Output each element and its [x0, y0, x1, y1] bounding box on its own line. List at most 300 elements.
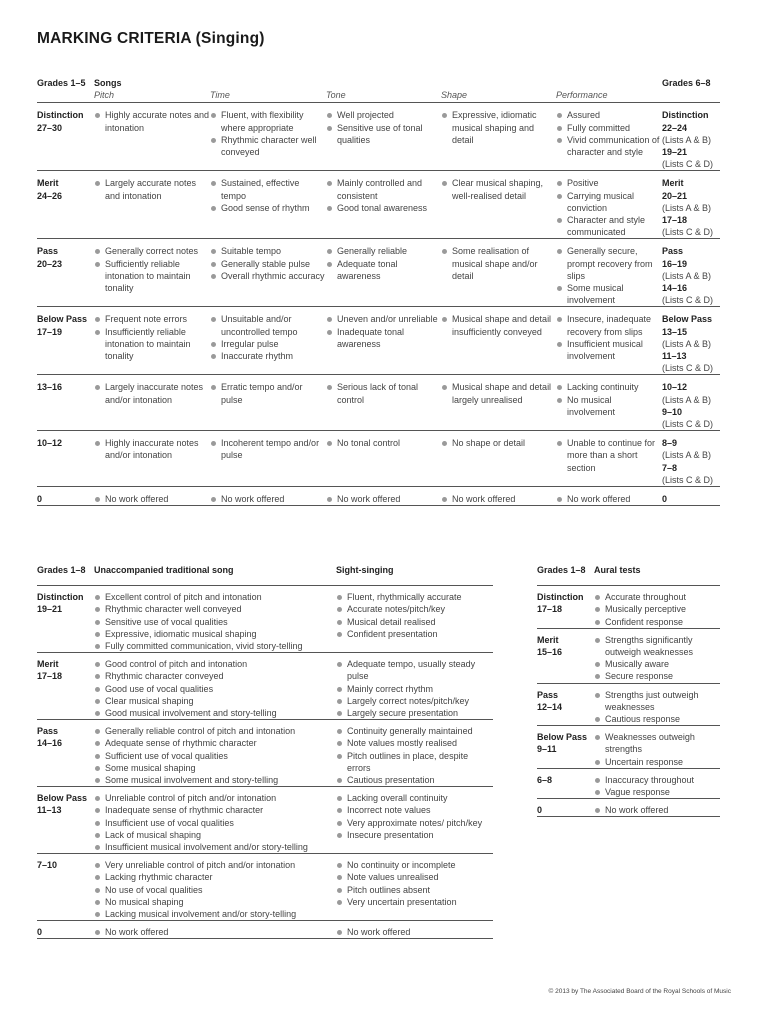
pitch-cell	[94, 103, 210, 171]
criteria-item: Accurate notes/pitch/key	[336, 603, 493, 615]
column-header: Pitch	[94, 90, 115, 101]
table-header-row	[37, 564, 493, 586]
aural-criteria-cell	[594, 726, 720, 769]
criteria-item: Good control of pitch and intonation	[94, 658, 336, 670]
criteria-item: No work offered	[94, 493, 210, 505]
shape-cell	[441, 239, 556, 307]
grade-label: Pass	[537, 689, 559, 700]
grade-label: Distinction	[37, 110, 84, 121]
aural-criteria-cell	[594, 628, 720, 683]
grade-mark-range: 17–18	[537, 604, 563, 615]
criteria-item: Generally reliable	[326, 245, 441, 257]
grade-mark-range: 13–16	[37, 382, 63, 393]
criteria-item: Unable to continue for more than a short section	[556, 437, 662, 474]
criteria-list	[336, 859, 493, 908]
criteria-item: Largely accurate notes and intonation	[94, 177, 210, 201]
sight-singing-cell	[336, 921, 493, 939]
criteria-item: Some realisation of musical shape and/or detail	[441, 245, 556, 282]
criteria-item: Strengths just outweigh weaknesses	[594, 689, 720, 713]
criteria-list	[94, 109, 210, 133]
criteria-list	[210, 109, 326, 158]
criteria-item: Musical detail realised	[336, 616, 493, 628]
criteria-item: Insufficiently reliable intonation to maintain tonality	[94, 326, 210, 363]
grade-mark-range: 15–16	[537, 647, 563, 658]
criteria-item: Largely secure presentation	[336, 707, 493, 719]
criteria-item: Well projected	[326, 109, 441, 121]
grade-6-8-n1: (Lists A & B)	[662, 270, 712, 281]
criteria-item: Inadequate tonal awareness	[326, 326, 441, 350]
criteria-list	[441, 245, 556, 282]
grade-6-8-n1: (Lists A & B)	[662, 202, 712, 213]
grade-label: Pass	[37, 726, 59, 737]
grade-cell	[37, 307, 94, 375]
grade-cell	[537, 799, 594, 817]
table-header-row	[537, 564, 720, 586]
criteria-item: Unsuitable and/or uncontrolled tempo	[210, 313, 326, 337]
criteria-list	[326, 493, 441, 505]
grade-6-8-n1: (Lists A & B)	[662, 134, 712, 145]
songs-criteria-table	[37, 77, 720, 506]
grades-6-8-cell	[662, 307, 720, 375]
empty-cell	[662, 89, 720, 103]
criteria-item: Serious lack of tonal control	[326, 381, 441, 405]
grade-cell	[537, 683, 594, 726]
criteria-list	[441, 177, 556, 201]
grade-6-8-r2: 9–10	[662, 406, 683, 417]
tone-cell	[326, 239, 441, 307]
criteria-list	[441, 381, 556, 405]
column-header: Performance	[556, 90, 608, 101]
criteria-item: Erratic tempo and/or pulse	[210, 381, 326, 405]
criteria-item: Fully committed	[556, 122, 662, 134]
table-row	[37, 921, 493, 939]
grades-6-8-cell	[662, 171, 720, 239]
criteria-item: Fluent, with flexibility where appropriate	[210, 109, 326, 133]
grade-cell	[37, 431, 94, 487]
table-row	[537, 683, 720, 726]
criteria-list	[594, 731, 720, 768]
criteria-list	[441, 437, 556, 449]
criteria-item: Suitable tempo	[210, 245, 326, 257]
criteria-item: Assured	[556, 109, 662, 121]
grade-mark-range: 7–10	[37, 860, 58, 871]
grade-label: Distinction	[537, 592, 584, 603]
criteria-item: Lacking rhythmic character	[94, 871, 336, 883]
criteria-item: No musical shaping	[94, 896, 336, 908]
grade-cell	[537, 628, 594, 683]
grade-6-8-n2: (Lists C & D)	[662, 363, 714, 374]
criteria-item: Musical shape and detail insufficiently conveyed	[441, 313, 556, 337]
criteria-list	[94, 313, 210, 362]
performance-cell	[556, 487, 662, 506]
criteria-list	[594, 634, 720, 683]
criteria-item: Insufficient musical involvement	[556, 338, 662, 362]
criteria-list	[94, 493, 210, 505]
criteria-item: No musical involvement	[556, 394, 662, 418]
criteria-item: Mainly correct rhythm	[336, 683, 493, 695]
criteria-list	[556, 313, 662, 362]
criteria-list	[94, 437, 210, 461]
grade-6-8-n1: (Lists A & B)	[662, 338, 712, 349]
traditional-song-cell	[94, 653, 336, 720]
performance-cell	[556, 171, 662, 239]
criteria-item: Lack of musical shaping	[94, 829, 336, 841]
criteria-item: Insecure, inadequate recovery from slips	[556, 313, 662, 337]
grades-6-8-cell	[662, 375, 720, 431]
criteria-list	[210, 381, 326, 405]
criteria-item: Good tonal awareness	[326, 202, 441, 214]
header-grades-1-8: Grades 1–8	[37, 565, 86, 575]
criteria-item: Note values unrealised	[336, 871, 493, 883]
criteria-item: Insufficient use of vocal qualities	[94, 817, 336, 829]
criteria-item: No work offered	[336, 926, 493, 938]
grade-6-8-r2: 14–16	[662, 283, 688, 294]
criteria-item: Continuity generally maintained	[336, 725, 493, 737]
criteria-list	[441, 109, 556, 146]
performance-cell	[556, 103, 662, 171]
table-row	[37, 375, 720, 431]
criteria-item: Pitch outlines absent	[336, 884, 493, 896]
criteria-item: Unreliable control of pitch and/or intonation	[94, 792, 336, 804]
grades-6-8-cell	[662, 239, 720, 307]
grade-mark-range: 27–30	[37, 122, 63, 133]
criteria-list	[210, 177, 326, 214]
criteria-item: Excellent control of pitch and intonation	[94, 591, 336, 603]
criteria-list	[441, 493, 556, 505]
grade-mark-range: 0	[537, 805, 543, 816]
pitch-cell	[94, 307, 210, 375]
grade-6-8-r2: 11–13	[662, 351, 687, 362]
grade-6-8-r1: 16–19	[662, 258, 688, 269]
criteria-item: Irregular pulse	[210, 338, 326, 350]
column-header: Tone	[326, 90, 346, 101]
criteria-list	[336, 926, 493, 938]
criteria-item: Good musical involvement and story-telling	[94, 707, 336, 719]
traditional-song-cell	[94, 720, 336, 787]
grade-cell	[37, 171, 94, 239]
traditional-sight-singing-table	[37, 564, 493, 939]
time-cell	[210, 487, 326, 506]
grade-cell	[37, 239, 94, 307]
sight-singing-cell	[336, 586, 493, 653]
aural-criteria-cell	[594, 768, 720, 798]
grade-6-8-r2: 17–18	[662, 215, 688, 226]
header-grades-1-5: Grades 1–5	[37, 78, 86, 88]
criteria-item: Expressive, idiomatic musical shaping and detail	[441, 109, 556, 146]
criteria-item: Weaknesses outweigh strengths	[594, 731, 720, 755]
grade-6-8-r1: 10–12	[662, 382, 688, 393]
tone-cell	[326, 375, 441, 431]
time-cell	[210, 103, 326, 171]
tone-cell	[326, 103, 441, 171]
criteria-item: Musically perceptive	[594, 603, 720, 615]
header-songs: Songs	[94, 78, 122, 88]
time-cell	[210, 375, 326, 431]
criteria-item: Good sense of rhythm	[210, 202, 326, 214]
table-row	[537, 768, 720, 798]
criteria-item: Some musical involvement	[556, 282, 662, 306]
criteria-list	[336, 658, 493, 719]
criteria-item: No work offered	[556, 493, 662, 505]
criteria-item: Uncertain response	[594, 756, 720, 768]
table-row	[37, 431, 720, 487]
grade-cell	[37, 103, 94, 171]
criteria-list	[94, 725, 336, 786]
table-row	[37, 720, 493, 787]
table-row	[37, 239, 720, 307]
criteria-item: Largely inaccurate notes and/or intonation	[94, 381, 210, 405]
grade-6-8-n2: (Lists C & D)	[662, 419, 714, 430]
criteria-list	[94, 381, 210, 405]
criteria-list	[556, 177, 662, 238]
criteria-list	[326, 109, 441, 146]
grade-cell	[537, 768, 594, 798]
grade-cell	[37, 375, 94, 431]
grade-mark-range: 6–8	[537, 774, 553, 785]
criteria-item: Pitch outlines in place, despite errors	[336, 750, 493, 774]
header-aural-tests: Aural tests	[594, 565, 641, 575]
grade-label: Merit	[537, 634, 559, 645]
traditional-song-cell	[94, 787, 336, 854]
criteria-item: Highly inaccurate notes and/or intonation	[94, 437, 210, 461]
criteria-item: Very uncertain presentation	[336, 896, 493, 908]
criteria-item: Incoherent tempo and/or pulse	[210, 437, 326, 461]
grade-6-8-grade: Distinction	[662, 110, 709, 121]
criteria-list	[94, 177, 210, 201]
criteria-item: Cautious presentation	[336, 774, 493, 786]
criteria-item: Sufficiently reliable intonation to maintain tonality	[94, 258, 210, 295]
aural-criteria-cell	[594, 586, 720, 629]
table-header-row	[37, 77, 720, 89]
grade-label: Below Pass	[37, 314, 88, 325]
table-row	[537, 586, 720, 629]
criteria-list	[441, 313, 556, 337]
criteria-item: Musically aware	[594, 658, 720, 670]
grade-label: Pass	[37, 246, 59, 257]
criteria-item: No work offered	[594, 804, 720, 816]
criteria-item: Some musical shaping	[94, 762, 336, 774]
grade-label: Below Pass	[37, 793, 88, 804]
criteria-item: Sensitive use of tonal qualities	[326, 122, 441, 146]
empty-cell	[37, 89, 94, 103]
grade-mark-range: 12–14	[537, 701, 563, 712]
criteria-item: Vivid communication of character and style	[556, 134, 662, 158]
criteria-item: Fluent, rhythmically accurate	[336, 591, 493, 603]
shape-cell	[441, 375, 556, 431]
grade-label: Below Pass	[537, 732, 588, 743]
table-row	[37, 787, 493, 854]
criteria-item: Adequate tempo, usually steady pulse	[336, 658, 493, 682]
pitch-cell	[94, 171, 210, 239]
criteria-item: Highly accurate notes and intonation	[94, 109, 210, 133]
aural-criteria-cell	[594, 683, 720, 726]
tone-cell	[326, 171, 441, 239]
criteria-item: Uneven and/or unreliable	[326, 313, 441, 325]
header-traditional-song: Unaccompanied traditional song	[94, 565, 234, 575]
criteria-item: Good use of vocal qualities	[94, 683, 336, 695]
performance-cell	[556, 431, 662, 487]
grade-cell	[37, 787, 94, 854]
grade-6-8-grade: Merit	[662, 178, 684, 189]
grade-cell	[37, 487, 94, 506]
grade-mark-range: 17–19	[37, 326, 63, 337]
table-row	[37, 487, 720, 506]
criteria-list	[556, 381, 662, 418]
criteria-item: Inadequate sense of rhythmic character	[94, 804, 336, 816]
column-header: Time	[210, 90, 230, 101]
aural-criteria-cell	[594, 799, 720, 817]
criteria-list	[556, 109, 662, 158]
grade-6-8-r1: 20–21	[662, 190, 688, 201]
criteria-list	[326, 177, 441, 214]
criteria-item: Expressive, idiomatic musical shaping	[94, 628, 336, 640]
table-row	[537, 628, 720, 683]
criteria-list	[210, 437, 326, 461]
criteria-item: Sensitive use of vocal qualities	[94, 616, 336, 628]
criteria-item: Sufficient use of vocal qualities	[94, 750, 336, 762]
criteria-item: Very approximate notes/ pitch/key	[336, 817, 493, 829]
criteria-item: Vague response	[594, 786, 720, 798]
criteria-list	[326, 245, 441, 282]
shape-cell	[441, 103, 556, 171]
criteria-item: Largely correct notes/pitch/key	[336, 695, 493, 707]
criteria-item: Mainly controlled and consistent	[326, 177, 441, 201]
header-grades-1-8: Grades 1–8	[537, 565, 586, 575]
criteria-item: Rhythmic character well conveyed	[210, 134, 326, 158]
table-row	[537, 799, 720, 817]
shape-cell	[441, 307, 556, 375]
grade-mark-range: 0	[37, 494, 43, 505]
criteria-list	[326, 381, 441, 405]
grade-6-8-n2: (Lists C & D)	[662, 159, 714, 170]
grade-6-8-grade: Below Pass	[662, 314, 713, 325]
criteria-list	[210, 313, 326, 362]
traditional-song-cell	[94, 586, 336, 653]
criteria-item: No work offered	[210, 493, 326, 505]
grade-cell	[37, 720, 94, 787]
criteria-item: Generally reliable control of pitch and intonation	[94, 725, 336, 737]
criteria-item: No shape or detail	[441, 437, 556, 449]
criteria-item: Musical shape and detail largely unrealised	[441, 381, 556, 405]
tone-cell	[326, 431, 441, 487]
criteria-list	[556, 245, 662, 306]
criteria-item: Insufficient musical involvement and/or story-telling	[94, 841, 336, 853]
criteria-item: Character and style communicated	[556, 214, 662, 238]
tone-cell	[326, 307, 441, 375]
grade-cell	[37, 653, 94, 720]
grade-mark-range: 19–21	[37, 604, 63, 615]
grade-mark-range: 24–26	[37, 190, 63, 201]
criteria-item: Lacking overall continuity	[336, 792, 493, 804]
sight-singing-cell	[336, 653, 493, 720]
criteria-list	[94, 245, 210, 294]
grade-mark-range: 20–23	[37, 258, 63, 269]
criteria-item: Insecure presentation	[336, 829, 493, 841]
shape-cell	[441, 431, 556, 487]
criteria-item: No work offered	[94, 926, 336, 938]
criteria-list	[94, 926, 336, 938]
grade-mark-range: 17–18	[37, 671, 63, 682]
grade-mark-range: 9–11	[537, 744, 557, 755]
traditional-song-cell	[94, 854, 336, 921]
grade-6-8-n2: (Lists C & D)	[662, 474, 714, 485]
shape-cell	[441, 487, 556, 506]
criteria-item: Sustained, effective tempo	[210, 177, 326, 201]
header-grades-6-8: Grades 6–8	[662, 78, 711, 88]
grade-6-8-r1: 13–15	[662, 326, 688, 337]
criteria-item: Confident presentation	[336, 628, 493, 640]
grade-6-8-n2: (Lists C & D)	[662, 295, 714, 306]
time-cell	[210, 171, 326, 239]
grades-6-8-cell	[662, 431, 720, 487]
grade-mark-range: 11–13	[37, 805, 62, 816]
criteria-item: Generally stable pulse	[210, 258, 326, 270]
performance-cell	[556, 239, 662, 307]
criteria-item: Some musical involvement and story-telling	[94, 774, 336, 786]
criteria-item: Accurate throughout	[594, 591, 720, 603]
sight-singing-cell	[336, 854, 493, 921]
grade-6-8-n2: (Lists C & D)	[662, 227, 714, 238]
grade-6-8-n1: (Lists A & B)	[662, 450, 712, 461]
criteria-list	[556, 493, 662, 505]
criteria-item: Cautious response	[594, 713, 720, 725]
criteria-list	[556, 437, 662, 474]
criteria-item: Note values mostly realised	[336, 737, 493, 749]
grade-label: Merit	[37, 178, 59, 189]
criteria-item: Carrying musical conviction	[556, 190, 662, 214]
criteria-list	[210, 493, 326, 505]
pitch-cell	[94, 431, 210, 487]
criteria-list	[594, 591, 720, 628]
criteria-list	[336, 725, 493, 786]
criteria-list	[336, 591, 493, 640]
grade-6-8-r2: 7–8	[662, 462, 678, 473]
grade-mark-range: 10–12	[37, 438, 63, 449]
criteria-item: No continuity or incomplete	[336, 859, 493, 871]
criteria-item: Confident response	[594, 616, 720, 628]
grade-6-8-r1: 8–9	[662, 438, 678, 449]
pitch-cell	[94, 375, 210, 431]
criteria-list	[336, 792, 493, 841]
time-cell	[210, 239, 326, 307]
criteria-list	[594, 804, 720, 816]
table-row	[37, 171, 720, 239]
column-subheader-row	[37, 89, 720, 103]
pitch-cell	[94, 487, 210, 506]
criteria-item: Generally secure, prompt recovery from slips	[556, 245, 662, 282]
criteria-item: Very unreliable control of pitch and/or intonation	[94, 859, 336, 871]
table-row	[37, 586, 493, 653]
criteria-list	[210, 245, 326, 282]
grade-cell	[37, 586, 94, 653]
criteria-item: Fully committed communication, vivid story-telling	[94, 640, 336, 652]
criteria-list	[94, 591, 336, 652]
table-row	[37, 854, 493, 921]
sight-singing-cell	[336, 787, 493, 854]
criteria-item: No tonal control	[326, 437, 441, 449]
column-header: Shape	[441, 90, 468, 101]
criteria-item: No work offered	[441, 493, 556, 505]
criteria-item: Strengths significantly outweigh weaknesses	[594, 634, 720, 658]
table-row	[537, 726, 720, 769]
time-cell	[210, 431, 326, 487]
performance-cell	[556, 375, 662, 431]
criteria-list	[94, 792, 336, 853]
aural-tests-table	[537, 564, 720, 817]
criteria-item: Incorrect note values	[336, 804, 493, 816]
shape-cell	[441, 171, 556, 239]
criteria-item: Overall rhythmic accuracy	[210, 270, 326, 282]
